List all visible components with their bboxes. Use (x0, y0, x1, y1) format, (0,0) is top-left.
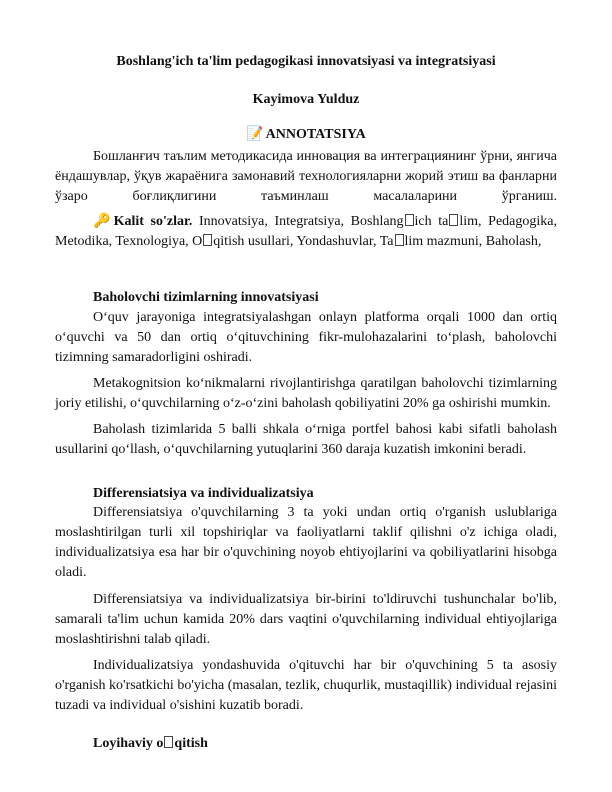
missing-glyph-box (405, 214, 414, 226)
key-icon: 🔑 (93, 214, 114, 229)
keywords-text-b: ich ta (414, 214, 449, 229)
section-heading-assessment: Baholovchi tizimlarning innovatsiyasi (93, 290, 319, 305)
keywords-paragraph (55, 212, 557, 252)
document-title: Boshlang'ich ta'lim pedagogikasi innovatsiyasi va integratsiyasi (116, 54, 496, 69)
keywords-text-a: Innovatsiya, Integratsiya, Boshlang (199, 214, 404, 229)
assessment-paragraph-1: O‘quv jarayoniga integratsiyalashgan onlayn platforma orqali 1000 dan ortiq o‘quvchi va 50 dan ortiq o‘qituvchining fikr-mulohazalarini to‘plash, baholovchi tizimning samaradorligini oshiradi. (55, 310, 557, 365)
assessment-paragraph-2: Metakognitsion ko‘nikmalarni rivojlantirishga qaratilgan baholovchi tizimlarning joriy etilishi, o‘quvchilarning o‘z-o‘zini baholash qobiliyatini 20% ga oshirishi mumkin. (55, 376, 557, 411)
missing-glyph-box (449, 214, 458, 226)
missing-glyph-box (164, 736, 173, 748)
differentiation-paragraph-1: Differensiatsiya o'quvchilarning 3 ta yoki undan ortiq o'rganish uslublariga moslashtirilgan turli xil topshiriqlar va faoliyatlarni taklif qilishni o'z ichiga oladi, individualizatsiya esa har bir o'quvchining noyob ehtiyojlarini va qobiliyatlarini hisobga oladi. (55, 505, 557, 580)
missing-glyph-box (395, 234, 404, 246)
differentiation-paragraph-2: Differensiatsiya va individualizatsiya bir-birini to'ldiruvchi tushunchalar bo'lib, samarali ta'lim uchun kamida 20% dars vaqtini o'quvchilarning individual ehtiyojlariga moslashtirishni talab qiladi. (55, 592, 557, 647)
section-heading-project-learning (93, 736, 208, 752)
section-heading-differentiation: Differensiatsiya va individualizatsiya (93, 486, 314, 501)
project-heading-text-b: qitish (174, 736, 208, 751)
project-heading-text-a: Loyihaviy o (93, 736, 164, 751)
missing-glyph-box (203, 234, 212, 246)
annotation-text: Бошланғич таълим методикасида инновация ва интеграциянинг ўрни, янгича ёндашувлар, ўқув жараёнига замонавий технологияларни жорий этиш ва фанларни ўзаро боғлиқлигини таъминлаш масалаларини ўрганиш. (55, 149, 557, 204)
memo-icon: 📝 (246, 127, 264, 142)
annotation-heading-row (55, 126, 557, 143)
keywords-label: Kalit so'zlar. (113, 214, 193, 229)
assessment-paragraph-3: Baholash tizimlarida 5 balli shkala o‘rniga portfel bahosi kabi sifatli baholash usullarini qo‘llash, o‘quvchilarning yutuqlarini 360 daraja kuzatish imkonini beradi. (55, 422, 557, 457)
keywords-text-d: qitish usullari, Yondashuvlar, Ta (213, 234, 394, 249)
differentiation-paragraph-3: Individualizatsiya yondashuvida o'qituvchi har bir o'quvchining 5 ta asosiy o'rganish ko'rsatkichi bo'yicha (masalan, tezlik, chuqurlik, mustaqillik) individual rejasini tuzadi va individual o'sishini kuzatib boradi. (55, 658, 557, 713)
keywords-text-e: lim mazmuni, Baholash, (404, 234, 542, 249)
annotation-heading: ANNOTATSIYA (265, 127, 366, 142)
keywords-text-c: lim, Pedagogika, Metodika, Texnologiya, O (55, 214, 557, 249)
author-name: Kayimova Yulduz (252, 92, 360, 107)
